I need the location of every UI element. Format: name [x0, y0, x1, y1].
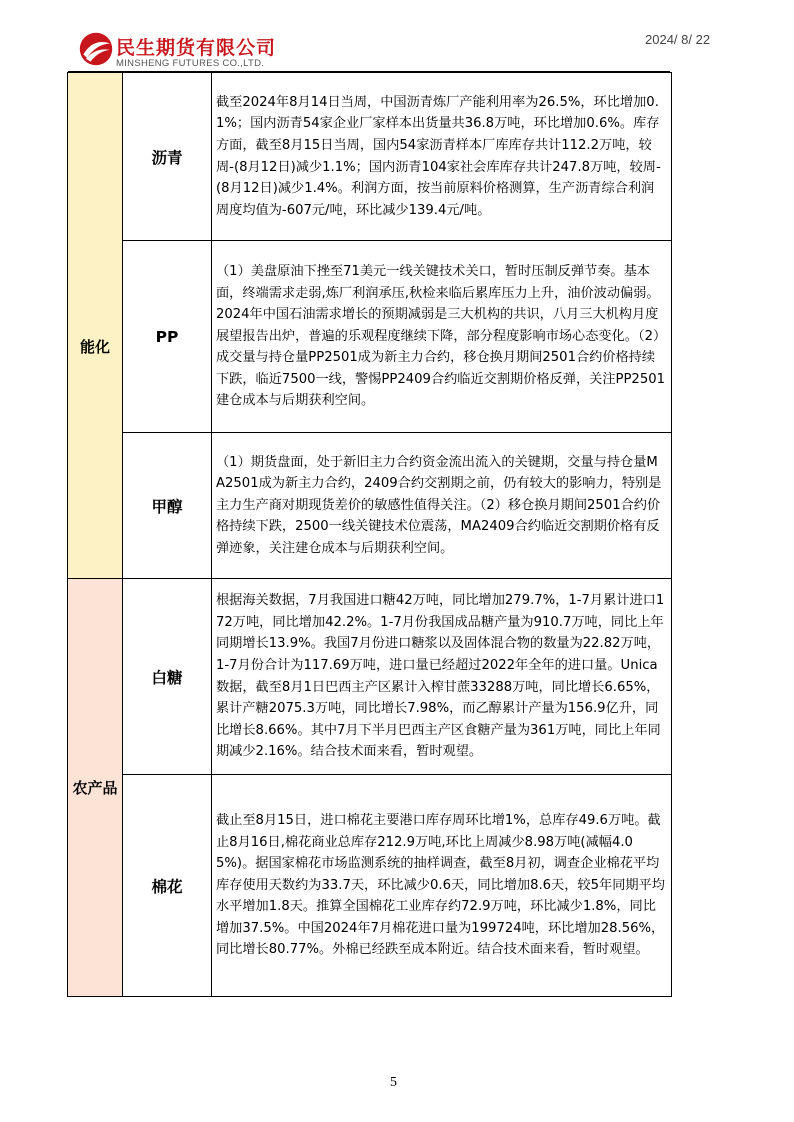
product-name: 白糖 — [123, 579, 212, 775]
table-row — [68, 433, 672, 579]
minsheng-logo-icon — [78, 31, 114, 67]
commodity-table — [67, 72, 672, 997]
company-name-cn: 民生期货有限公司 — [116, 37, 277, 59]
product-commentary: 根据海关数据，7月我国进口糖42万吨，同比增加279.7%，1-7月累计进口172万吨，同比增加42.2%。1-7月份我国成品糖产量为910.7万吨，同比上年同期增长13.9%。我国7月份进口糖浆以及固体混合物的数量为22.82万吨，1-7月份合计为117.69万吨，进口量已经超过2022年全年的进口量。Unica数据，截至8月1日巴西主产区累计入榨甘蔗33288万吨，同比增长6.65%，累计产糖2075.3万吨，同比增长7.98%，而乙醇累计产量为156.9亿升，同比增长8.66%。其中7月下半月巴西主产区食糖产量为361万吨，同比上年同期减少2.16%。结合技术面来看，暂时观望。 — [212, 579, 672, 775]
product-name: 沥青 — [123, 73, 212, 241]
table-row — [68, 579, 672, 775]
page-header — [0, 0, 794, 72]
report-date: 2024/ 8/ 22 — [645, 32, 711, 47]
product-commentary: 截止至8月15日，进口棉花主要港口库存周环比增1%，总库存49.6万吨。截止8月16日,棉花商业总库存212.9万吨,环比上周减少8.98万吨(减幅4.05%)。据国家棉花市场监测系统的抽样调查，截至8月初，调查企业棉花平均库存使用天数约为33.7天，环比减少0.6天，同比增加8.6天，较5年同期平均水平增加1.8天。推算全国棉花工业库存约72.9万吨，环比减少1.8%，同比增加37.5%。中国2024年7月棉花进口量为199724吨，环比增加28.56%，同比增长80.77%。外棉已经跌至成本附近。结合技术面来看，暂时观望。 — [212, 775, 672, 997]
product-name: 甲醇 — [123, 433, 212, 579]
product-commentary: （1）美盘原油下挫至71美元一线关键技术关口，暂时压制反弹节奏。基本面，终端需求走弱,炼厂利润承压,秋检来临后累库压力上升，油价波动偏弱。2024年中国石油需求增长的预期减弱是三大机构的共识，八月三大机构月度展望报告出炉，普遍的乐观程度继续下降，部分程度影响市场心态变化。（2）成交量与持仓量PP2501成为新主力合约，移仓换月期间2501合约价格持续下跌，临近7500一线，警惕PP2409合约临近交割期价格反弹，关注PP2501建仓成本与后期获利空间。 — [212, 241, 672, 433]
category-cell-energy: 能化 — [68, 73, 123, 579]
table-row — [68, 775, 672, 997]
product-commentary: 截至2024年8月14日当周，中国沥青炼厂产能利用率为26.5%，环比增加0.1%；国内沥青54家企业厂家样本出货量共36.8万吨，环比增加0.6%。库存方面，截至8月15日当周，国内54家沥青样本厂库库存共计112.2万吨，较周-(8月12日)减少1.1%；国内沥青104家社会库库存共计247.8万吨，较周-(8月12日)减少1.4%。利润方面，按当前原料价格测算，生产沥青综合利润周度均值为-607元/吨，环比减少139.4元/吨。 — [212, 73, 672, 241]
product-name: 棉花 — [123, 775, 212, 997]
table-row — [68, 73, 672, 241]
page-number: 5 — [390, 1075, 397, 1090]
product-name: PP — [123, 241, 212, 433]
category-cell-agriculture: 农产品 — [68, 579, 123, 997]
company-name-en: MINSHENG FUTURES CO.,LTD. — [116, 58, 265, 69]
product-commentary: （1）期货盘面，处于新旧主力合约资金流出流入的关键期，交量与持仓量MA2501成为新主力合约，2409合约交割期之前，仍有较大的影响力，特别是主力生产商对期现货差价的敏感性值得关注。（2）移仓换月期间2501合约价格持续下跌，2500一线关键技术位震荡，MA2409合约临近交割期价格有反弹迹象，关注建仓成本与后期获利空间。 — [212, 433, 672, 579]
table-row — [68, 241, 672, 433]
